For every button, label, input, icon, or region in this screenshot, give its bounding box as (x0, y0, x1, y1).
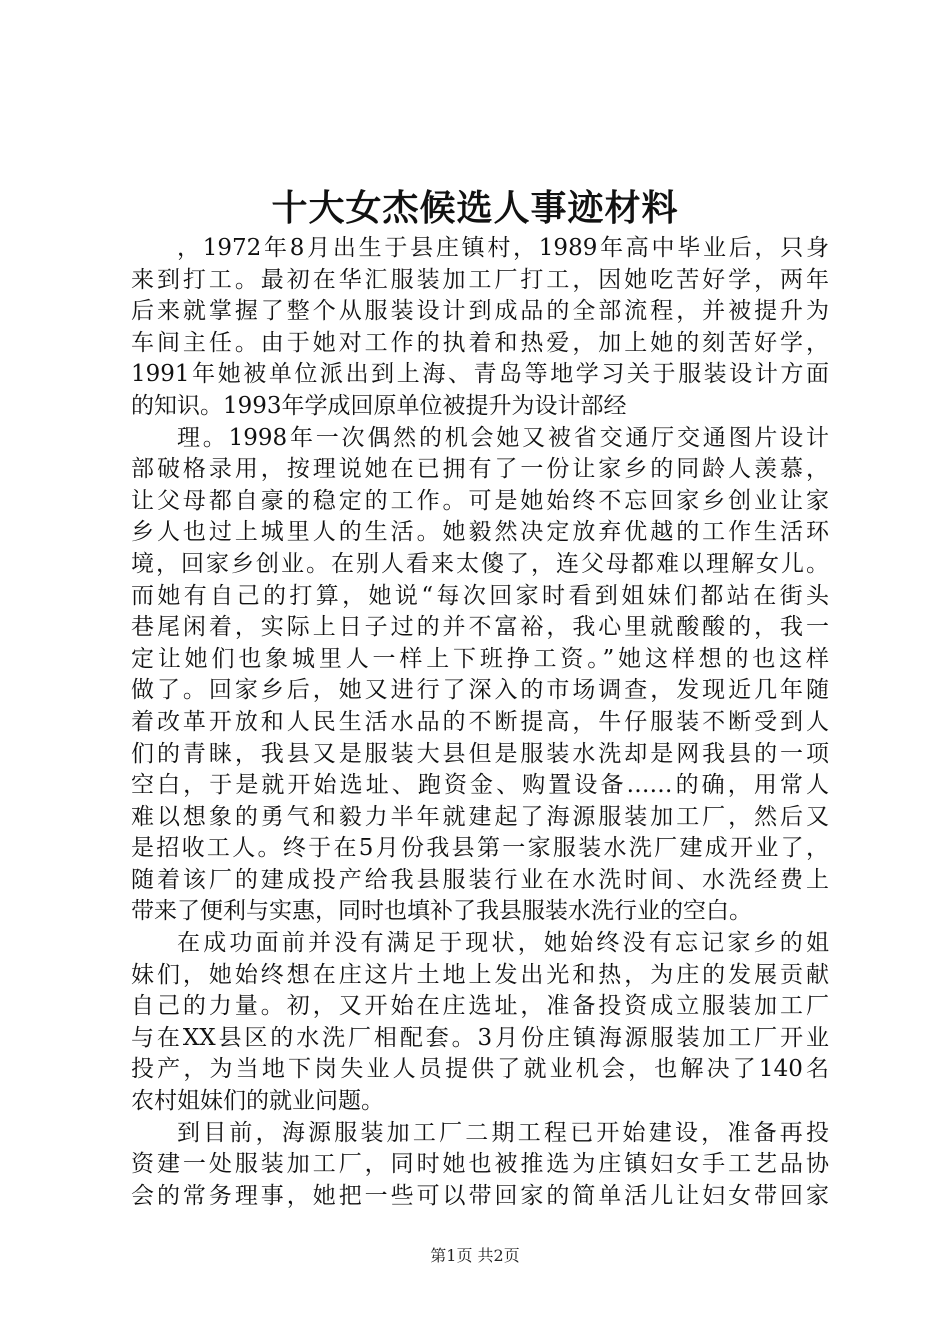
text-line: 的知识。1993年学成回原单位被提升为设计部经 (131, 392, 627, 419)
text-line: 农村姐妹们的就业问题。 (131, 1088, 384, 1115)
text-line: 巷尾闲着，实际上日子过的并不富裕，我心里就酸酸的，我一 (131, 614, 829, 641)
text-line: 乡人也过上城里人的生活。她毅然决定放弃优越的工作生活环 (131, 519, 829, 546)
text-line: 带来了便利与实惠，同时也填补了我县服装水洗行业的空白。 (131, 898, 752, 925)
text-line: 空白，于是就开始选址、跑资金、购置设备……的确，用常人 (131, 772, 829, 799)
text-line: 来到打工。最初在华汇服装加工厂打工，因她吃苦好学，两年 (131, 266, 829, 293)
text-line: 妹们，她始终想在庄这片土地上发出光和热，为庄的发展贡献 (131, 961, 829, 988)
text-line: 到目前，海源服装加工厂二期工程已开始建设，准备再投 (177, 1119, 829, 1146)
page-number: 第1页 共2页 (430, 1246, 520, 1265)
text-line: 是招收工人。终于在5月份我县第一家服装水洗厂建成开业了， (131, 835, 829, 862)
text-line: 理。1998年一次偶然的机会她又被省交通厅交通图片设计 (177, 424, 829, 451)
text-line: 让父母都自豪的稳定的工作。可是她始终不忘回家乡创业让家 (131, 487, 829, 514)
document-body (131, 233, 829, 1212)
text-line: 资建一处服装加工厂，同时她也被推选为庄镇妇女手工艺品协 (131, 1151, 829, 1178)
text-line: 们的青睐，我县又是服装大县但是服装水洗却是网我县的一项 (131, 740, 829, 767)
text-line: 随着该厂的建成投产给我县服装行业在水洗时间、水洗经费上 (131, 866, 829, 893)
text-line: 难以想象的勇气和毅力半年就建起了海源服装加工厂，然后又 (131, 803, 829, 830)
text-line: 定让她们也象城里人一样上下班挣工资。”她这样想的也这样 (131, 645, 829, 672)
text-line: 后来就掌握了整个从服装设计到成品的全部流程，并被提升为 (131, 298, 829, 325)
text-line: 部破格录用，按理说她在已拥有了一份让家乡的同龄人羡慕， (131, 456, 829, 483)
text-line: 会的常务理事，她把一些可以带回家的简单活儿让妇女带回家 (131, 1182, 829, 1209)
text-line: 做了。回家乡后，她又进行了深入的市场调查，发现近几年随 (131, 677, 829, 704)
text-line: 自己的力量。初，又开始在庄选址，准备投资成立服装加工厂 (131, 993, 829, 1020)
text-line: 车间主任。由于她对工作的执着和热爱，加上她的刻苦好学， (131, 329, 829, 356)
text-line: ，1972年8月出生于县庄镇村，1989年高中毕业后，只身 (177, 235, 829, 261)
text-line: 境，回家乡创业。在别人看来太傻了，连父母都难以理解女儿。 (131, 550, 829, 577)
text-line: 投产，为当地下岗失业人员提供了就业机会，也解决了140名 (131, 1056, 829, 1083)
text-line: 在成功面前并没有满足于现状，她始终没有忘记家乡的姐 (177, 930, 829, 957)
text-line: 1991年她被单位派出到上海、青岛等地学习关于服装设计方面 (131, 361, 829, 388)
text-line: 与在XX县区的水洗厂相配套。3月份庄镇海源服装加工厂开业 (131, 1024, 829, 1051)
text-line: 而她有自己的打算，她说“每次回家时看到姐妹们都站在街头 (131, 582, 829, 609)
text-line: 着改革开放和人民生活水品的不断提高，牛仔服装不断受到人 (131, 708, 829, 735)
document-title: 十大女杰候选人事迹材料 (271, 187, 679, 229)
page-footer (0, 1245, 950, 1267)
